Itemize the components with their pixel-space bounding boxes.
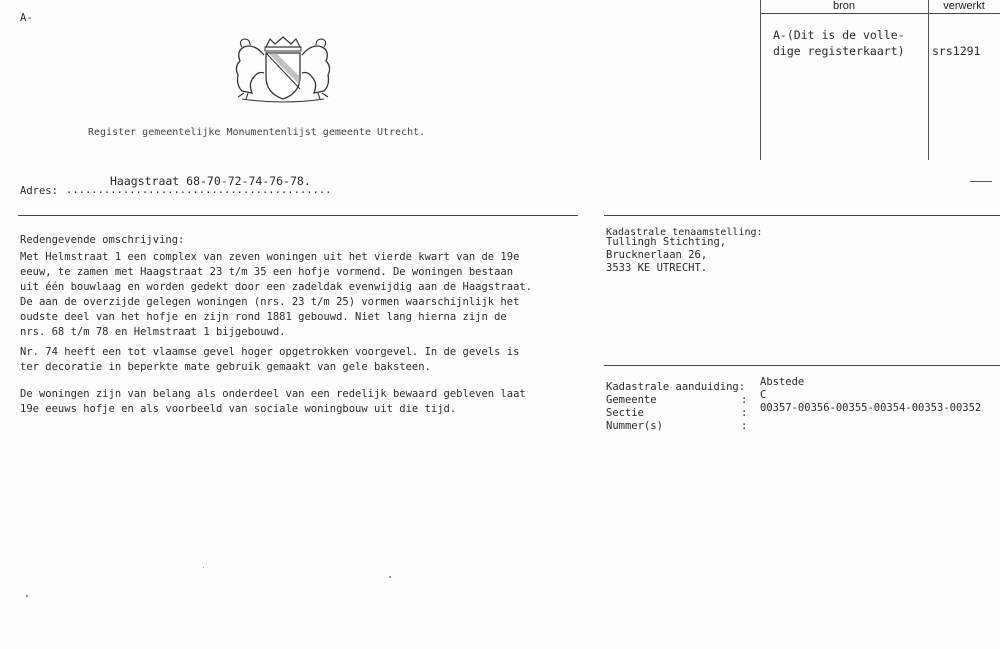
- address-dotted-line: ..........................................: [66, 184, 332, 196]
- cadastral-colon-gemeente: :: [741, 394, 748, 406]
- owner-city: 3533 KE UTRECHT.: [606, 262, 708, 274]
- cadastral-colon-nummers: :: [741, 420, 748, 432]
- scan-speck: [389, 576, 391, 578]
- owner-street: Brucknerlaan 26,: [606, 249, 708, 261]
- margin-dash: [970, 181, 992, 182]
- cadastral-colon-sectie: :: [741, 407, 748, 419]
- cadastral-value-gemeente: C: [760, 389, 767, 401]
- cadastral-separator-line: [604, 365, 1000, 366]
- source-table-left-border: [760, 0, 761, 160]
- description-paragraph-3: De woningen zijn van belang als onderdeel van een redelijk bewaard gebleven laat 19e eeuws hofje en als voorbeeld van sociale woningbouw uit die tijd.: [20, 388, 526, 415]
- scan-speck: [26, 595, 28, 597]
- coat-of-arms-icon: [228, 33, 338, 105]
- owner-name: Tullingh Stichting,: [606, 236, 727, 248]
- description-paragraph-2: Nr. 74 heeft een tot vlaamse gevel hoger opgetrokken voorgevel. In de gevels is ter decoratie in beperkte mate gebruik gemaakt van gele baksteen.: [20, 346, 520, 373]
- column-header-bron: bron: [832, 0, 856, 12]
- cadastral-label-gemeente: Gemeente: [606, 394, 657, 406]
- address-separator-line: [18, 215, 578, 216]
- register-title: Register gemeentelijke Monumentenlijst gemeente Utrecht.: [88, 127, 426, 138]
- owner-heading: Kadastrale tenaamstelling:: [606, 227, 763, 238]
- description-paragraph-1: Met Helmstraat 1 een complex van zeven woningen uit het vierde kwart van de 19e eeuw, te zamen met Haagstraat 23 t/m 35 een hofje vormend. De woningen bestaan uit één bouwlaag en worden gedekt door een zadeldak evenwijdig aan de Haagstraat. De aan de overzijde gelegen woningen (nrs. 23 t/m 25) vormen waarschijnlijk het oudste deel van het hofje en zijn rond 1881 gebouwd. Niet lang hierna zijn de nrs. 68 t/m 78 en Helmstraat 1 bijgebouwd.: [20, 251, 533, 338]
- source-table-top-line: [760, 13, 1000, 14]
- cadastral-heading: Kadastrale aanduiding:: [606, 381, 746, 393]
- address-label: Adres:: [20, 185, 58, 197]
- cadastral-label-sectie: Sectie: [606, 407, 644, 419]
- cadastral-label-nummers: Nummer(s): [606, 420, 663, 432]
- address-value: Haagstraat 68-70-72-74-76-78.: [110, 174, 311, 188]
- corner-mark: A-: [20, 12, 33, 24]
- cadastral-value-sectie: 00357-00356-00355-00354-00353-00352: [760, 402, 982, 414]
- scan-speck: [203, 567, 204, 568]
- owner-separator-line: [604, 215, 1000, 216]
- source-table-divider: [928, 0, 929, 160]
- source-text-line2: dige registerkaart): [773, 44, 905, 58]
- processed-code: srs1291: [932, 44, 981, 58]
- column-header-verwerkt: verwerkt: [943, 0, 985, 12]
- source-text-line1: A-(Dit is de volle-: [773, 28, 905, 42]
- description-heading: Redengevende omschrijving:: [20, 234, 185, 246]
- cadastral-heading-value: Abstede: [760, 376, 805, 388]
- coat-of-arms: [228, 33, 338, 105]
